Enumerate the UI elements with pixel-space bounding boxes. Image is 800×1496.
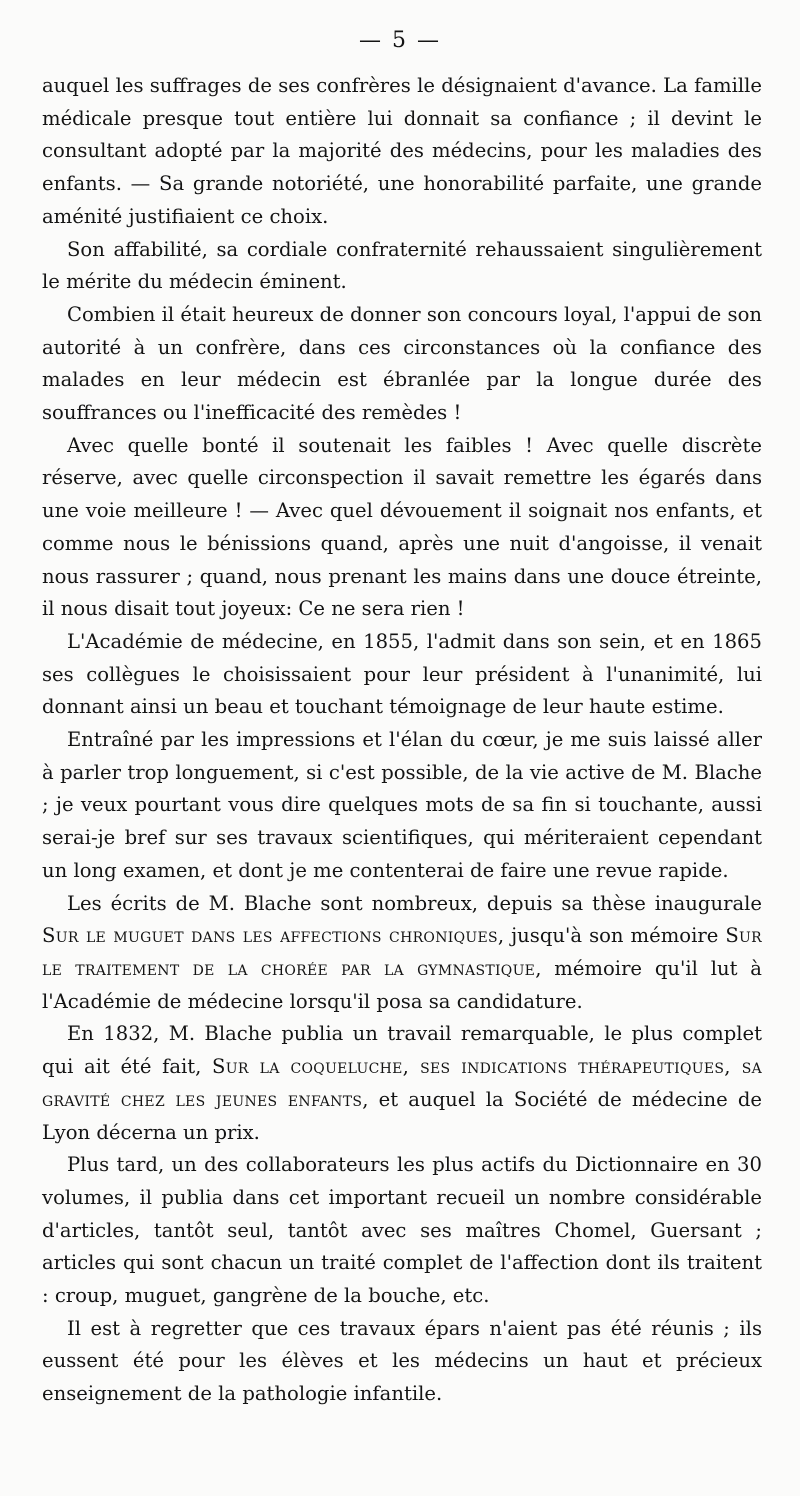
thesis-title: Sur le muguet dans les affections chroniques	[42, 924, 498, 948]
paragraph-7	[42, 888, 762, 1019]
paragraph-8-text-a: En 1832, M. Blache publia un travail remarquable, le plus complet qui ait été fait,	[42, 1022, 762, 1079]
paragraph-2: Son affabilité, sa cordiale confraternité rehaussaient singulièrement le mérite du médecin éminent.	[42, 237, 762, 294]
paragraph-7-text-e: , mémoire qu'il lut à l'Académie de médecine lorsqu'il posa sa candidature.	[42, 956, 762, 1013]
page-number: — 5 —	[359, 28, 441, 53]
paragraph-3: Combien il était heureux de donner son concours loyal, l'appui de son autorité à un confrère, dans ces circonstances où la confiance des malades en leur médecin est ébranlée par la longue durée des souffrances ou l'inefficacité des remèdes !	[42, 302, 762, 425]
paragraph-7-text-a: Les écrits de M. Blache sont nombreux, depuis sa thèse inaugurale	[67, 891, 762, 915]
memoir-title: Sur le traitement de la chorée par la gymnastique	[42, 924, 762, 980]
paragraph-4: Avec quelle bonté il soutenait les faibles ! Avec quelle discrète réserve, avec quelle circonspection il savait remettre les égarés dans une voie meilleure ! — Avec quel dévouement il soignait nos enfants, et comme nous le bénissions quand, après une nuit d'angoisse, il venait nous rassurer ; quand, nous prenant les mains dans une douce étreinte, il nous disait tout joyeux: Ce ne sera rien !	[42, 433, 762, 621]
paragraph-9: Plus tard, un des collaborateurs les plus actifs du Dictionnaire en 30 volumes, il publia dans cet important recueil un nombre considérable d'articles, tantôt seul, tantôt avec ses maîtres Chomel, Guersant ; articles qui sont chacun un traité complet de l'affection dont ils traitent : croup, muguet, gangrène de la bouche, etc.	[42, 1153, 762, 1308]
paragraph-1: auquel les suffrages de ses confrères le désignaient d'avance. La famille médicale presque tout entière lui donnait sa confiance ; il devint le consultant adopté par la majorité des médecins, pour les maladies des enfants. — Sa grande notoriété, une honorabilité parfaite, une grande aménité justifiaient ce choix.	[42, 74, 762, 228]
paragraph-10: Il est à regretter que ces travaux épars n'aient pas été réunis ; ils eussent été pour les élèves et les médecins un haut et précieux enseignement de la pathologie infantile.	[42, 1316, 762, 1406]
paragraph-8-text-c: , et auquel la Société de médecine de Lyon décerna un prix.	[42, 1087, 762, 1144]
paragraph-5: L'Académie de médecine, en 1855, l'admit dans son sein, et en 1865 ses collègues le choisissaient pour leur président à l'unanimité, lui donnant ainsi un beau et touchant témoignage de leur haute estime.	[42, 629, 762, 719]
paragraph-8	[42, 1018, 762, 1149]
work-title: Sur la coqueluche, ses indications thérapeutiques, sa gravité chez les jeunes enfants	[42, 1055, 762, 1111]
paragraph-6: Entraîné par les impressions et l'élan du cœur, je me suis laissé aller à parler trop longuement, si c'est possible, de la vie active de M. Blache ; je veux pourtant vous dire quelques mots de sa fin si touchante, aussi serai-je bref sur ses travaux scientifiques, qui mériteraient cependant un long examen, et dont je me contenterai de faire une revue rapide.	[42, 728, 762, 882]
paragraph-7-text-c: , jusqu'à son mémoire	[497, 924, 719, 948]
body-text	[42, 70, 762, 1411]
